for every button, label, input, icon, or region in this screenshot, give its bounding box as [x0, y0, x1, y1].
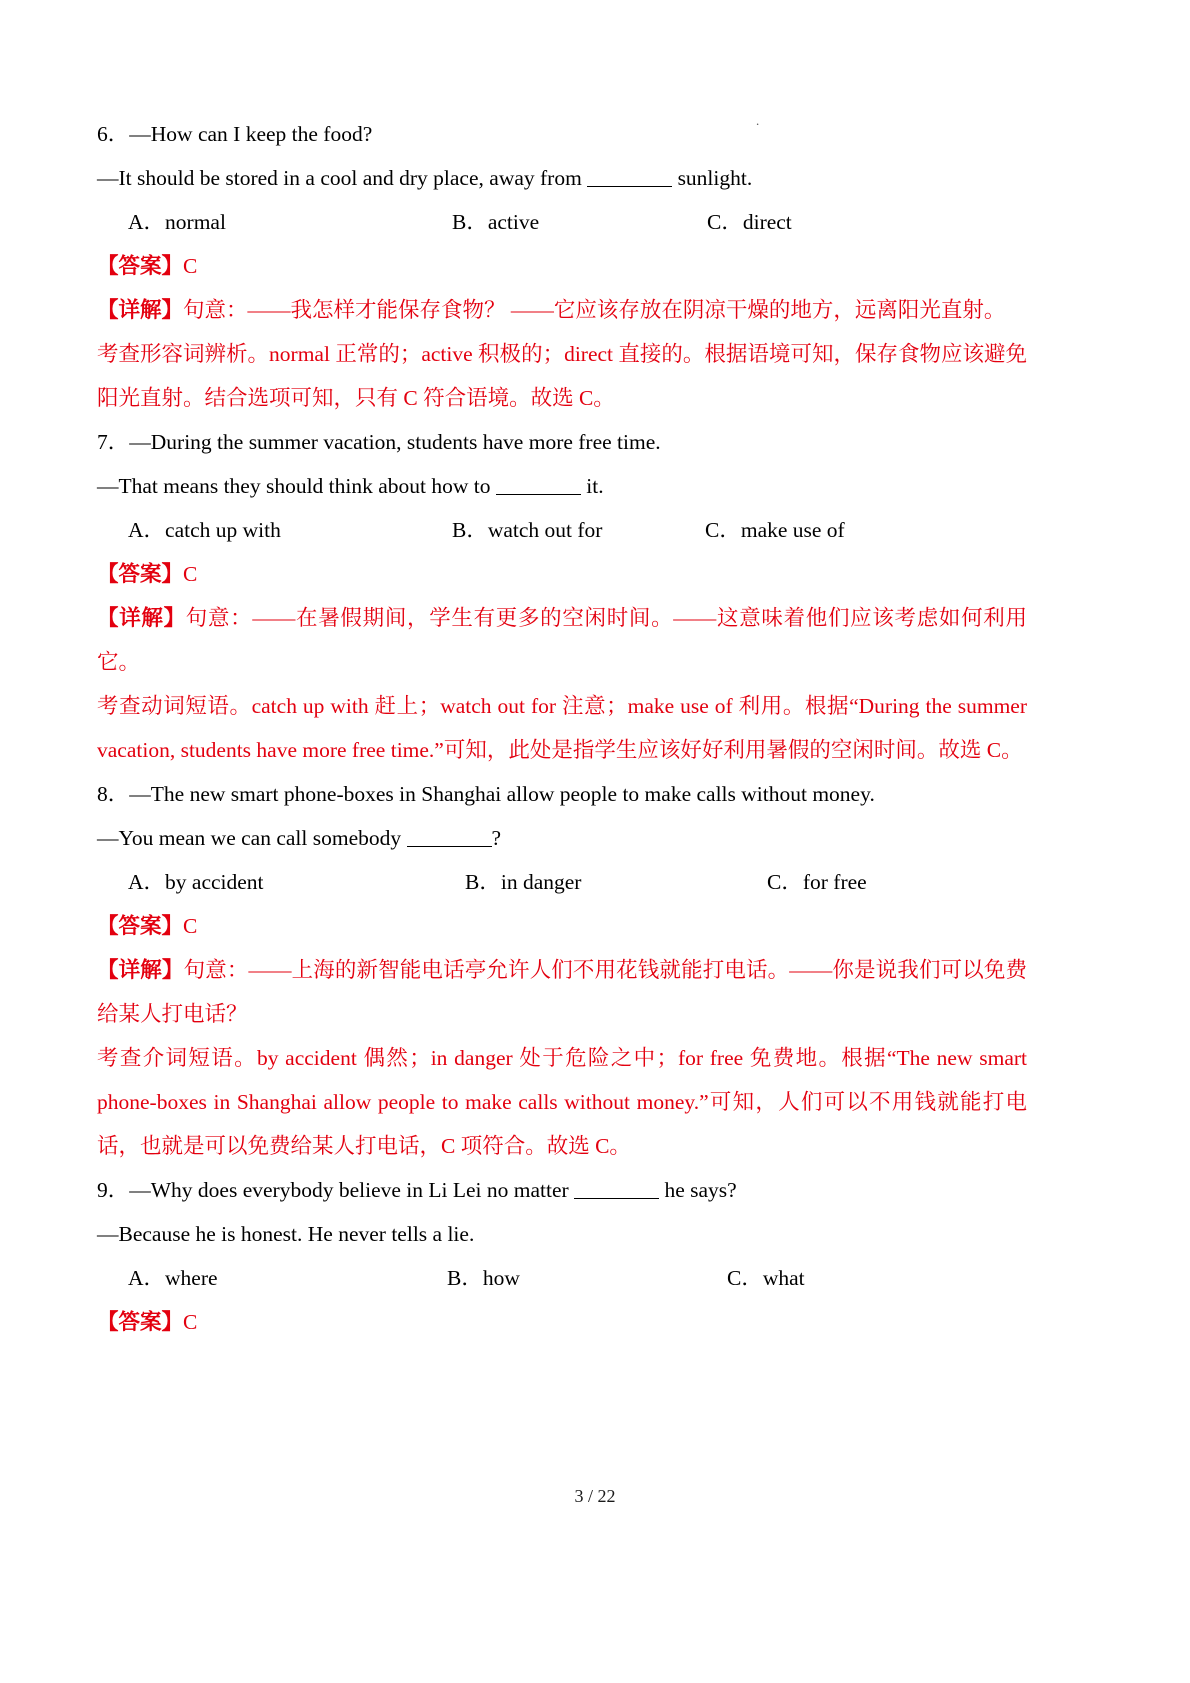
option-b-text: in danger: [500, 870, 582, 894]
answer-blank[interactable]: [587, 165, 672, 188]
question-stem: [97, 420, 1027, 464]
question-number: 8．: [97, 782, 130, 806]
answer-value: C: [183, 562, 198, 586]
option-a[interactable]: [128, 1256, 218, 1300]
analysis-meaning-text: 句意：——我怎样才能保存食物？ ——它应该存放在阴凉干燥的地方，远离阳光直射。: [183, 298, 1006, 322]
question-stem: [97, 1168, 1027, 1212]
option-c-letter: C．: [705, 518, 741, 542]
option-c[interactable]: [727, 1256, 805, 1300]
question-stem: [97, 112, 1027, 156]
page-number-footer: 3 / 22: [574, 1486, 616, 1506]
analysis-tag: 【详解】: [97, 958, 184, 982]
reply-text-before: —That means they should think about how to: [97, 474, 496, 498]
option-c[interactable]: [767, 860, 867, 904]
option-b-text: active: [487, 210, 540, 234]
answer-blank[interactable]: [407, 825, 492, 848]
answer-value: C: [183, 914, 198, 938]
analysis-meaning-text: 句意：——在暑假期间，学生有更多的空闲时间。——这意味着他们应该考虑如何利用它。: [97, 606, 1027, 674]
option-b-letter: B．: [447, 1266, 483, 1290]
analysis-meaning: [97, 596, 1027, 684]
page-top-dot-mark: .: [756, 113, 760, 128]
reply-text-before: —You mean we can call somebody: [97, 826, 407, 850]
option-a-text: by accident: [165, 870, 264, 894]
question-number: 9．: [97, 1178, 130, 1202]
option-a[interactable]: [128, 508, 281, 552]
answer-row: [97, 904, 1027, 948]
question-stem-text: —How can I keep the food?: [129, 122, 373, 146]
answer-row: [97, 244, 1027, 288]
option-b[interactable]: [465, 860, 581, 904]
option-b[interactable]: [447, 1256, 520, 1300]
option-b[interactable]: [452, 200, 539, 244]
option-c-letter: C．: [707, 210, 743, 234]
option-c[interactable]: [705, 508, 845, 552]
answer-tag: 【答案】: [97, 1310, 184, 1334]
option-b-letter: B．: [452, 210, 488, 234]
question-stem-text: —During the summer vacation, students have more free time.: [129, 430, 661, 454]
option-b-letter: B．: [452, 518, 488, 542]
analysis-body: 考查动词短语。catch up with 赶上；watch out for 注意；make use of 利用。根据“During the summer vacation, students have more free time.”可知，此处是指学生应该好好利用暑假的空闲时间。故选 C。: [97, 694, 1027, 762]
option-a[interactable]: [128, 200, 226, 244]
question-options: [97, 1256, 1027, 1300]
answer-tag: 【答案】: [97, 562, 184, 586]
option-a-text: catch up with: [165, 518, 281, 542]
question-number: 6．: [97, 122, 130, 146]
question-number: 7．: [97, 430, 130, 454]
analysis-meaning: [97, 948, 1027, 1036]
question-options: [97, 508, 1027, 552]
option-b-text: how: [482, 1266, 520, 1290]
option-b-text: watch out for: [487, 518, 603, 542]
option-c-text: for free: [802, 870, 867, 894]
question-reply: [97, 464, 1027, 508]
option-a[interactable]: [128, 860, 264, 904]
analysis-tag: 【详解】: [97, 298, 184, 322]
question-options: [97, 860, 1027, 904]
question-stem-text-before: —Why does everybody believe in Li Lei no matter: [129, 1178, 575, 1202]
option-c-letter: C．: [727, 1266, 763, 1290]
analysis-meaning: [97, 288, 1027, 332]
question-reply: [97, 156, 1027, 200]
question-stem-text: —The new smart phone-boxes in Shanghai allow people to make calls without money.: [129, 782, 875, 806]
answer-tag: 【答案】: [97, 914, 184, 938]
analysis-body: 考查介词短语。by accident 偶然；in danger 处于危险之中；for free 免费地。根据“The new smart phone-boxes in Shanghai allow people to make calls without money.”可知，人们可以不用钱就能打电话，也就是可以免费给某人打电话，C 项符合。故选 C。: [97, 1046, 1027, 1158]
question-stem: [97, 772, 1027, 816]
analysis-meaning-text: 句意：——上海的新智能电话亭允许人们不用花钱就能打电话。——你是说我们可以免费给某人打电话？: [97, 958, 1027, 1026]
answer-blank[interactable]: [574, 1177, 659, 1200]
option-c-text: what: [762, 1266, 805, 1290]
reply-text-before: —It should be stored in a cool and dry place, away from: [97, 166, 588, 190]
option-a-text: normal: [165, 210, 226, 234]
reply-text-after: it.: [580, 474, 604, 498]
option-a-letter: A．: [128, 870, 166, 894]
option-b[interactable]: [452, 508, 602, 552]
option-c-text: make use of: [740, 518, 845, 542]
question-stem-text-after: he says?: [659, 1178, 737, 1202]
option-c[interactable]: [707, 200, 792, 244]
reply-text-after: sunlight.: [672, 166, 753, 190]
reply-text-after: ?: [491, 826, 502, 850]
option-a-letter: A．: [128, 1266, 166, 1290]
option-c-text: direct: [742, 210, 792, 234]
answer-row: [97, 552, 1027, 596]
option-a-letter: A．: [128, 210, 166, 234]
page-content: [97, 112, 1027, 1344]
analysis-tag: 【详解】: [97, 606, 186, 630]
answer-value: C: [183, 254, 198, 278]
analysis-body: 考查形容词辨析。normal 正常的；active 积极的；direct 直接的。根据语境可知，保存食物应该避免阳光直射。结合选项可知，只有 C 符合语境。故选 C。: [97, 342, 1027, 410]
question-reply: —Because he is honest. He never tells a lie.: [97, 1222, 475, 1246]
answer-tag: 【答案】: [97, 254, 184, 278]
option-a-letter: A．: [128, 518, 166, 542]
answer-value: C: [183, 1310, 198, 1334]
answer-row: [97, 1300, 1027, 1344]
option-b-letter: B．: [465, 870, 501, 894]
option-a-text: where: [165, 1266, 218, 1290]
answer-blank[interactable]: [496, 473, 581, 496]
option-c-letter: C．: [767, 870, 803, 894]
question-options: [97, 200, 1027, 244]
question-reply: [97, 816, 1027, 860]
